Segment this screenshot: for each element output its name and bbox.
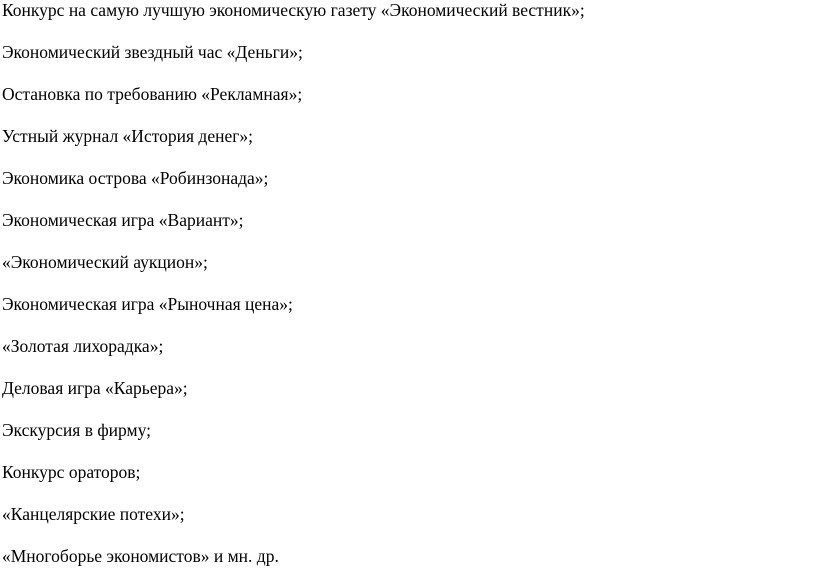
list-item: «Канцелярские потехи»; [2,504,185,524]
list-item: «Золотая лихорадка»; [2,336,164,356]
list-item: Экономический звездный час «Деньги»; [2,42,303,62]
list-item: Экономическая игра «Рыночная цена»; [2,294,293,314]
list-item: Экономическая игра «Вариант»; [2,210,244,230]
list-item: Конкурс на самую лучшую экономическую газету «Экономический вестник»; [2,0,585,20]
list-item: Экскурсия в фирму; [2,420,151,440]
list-item: Экономика острова «Робинзонада»; [2,168,269,188]
list-item: Деловая игра «Карьера»; [2,378,188,398]
list-item: Устный журнал «История денег»; [2,126,254,146]
list-item: Остановка по требованию «Рекламная»; [2,84,303,104]
list-item: «Многоборье экономистов» и мн. др. [2,546,279,566]
list-item: Конкурс ораторов; [2,462,141,482]
list-item: «Экономический аукцион»; [2,252,208,272]
